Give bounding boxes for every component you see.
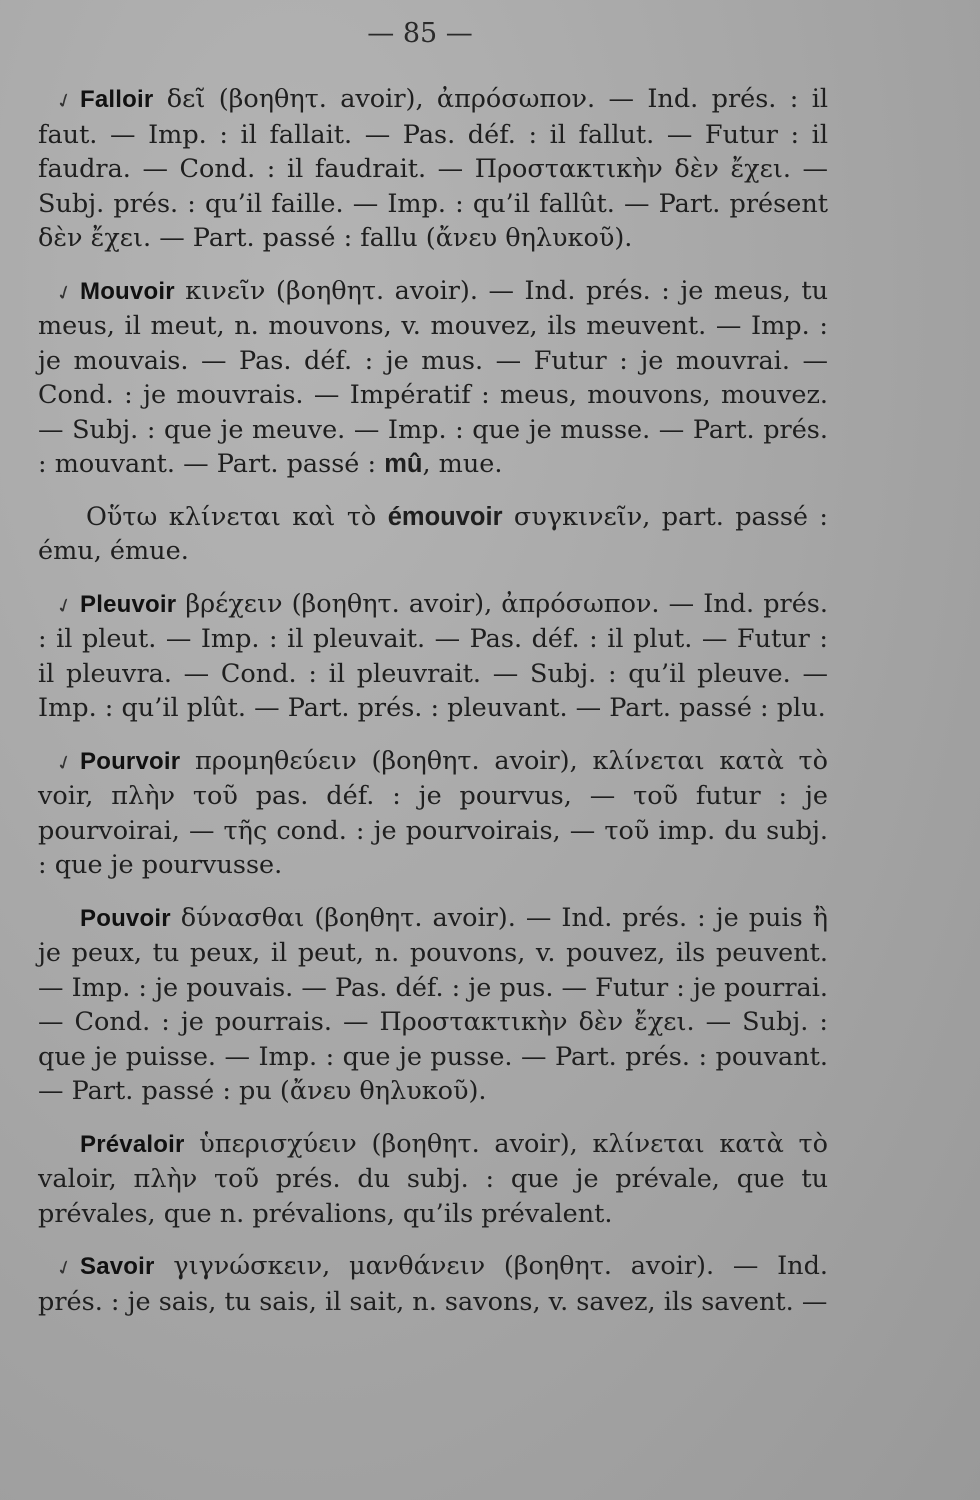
entry-pourvoir [38,744,828,883]
entry-prevaloir [38,1127,828,1232]
entry-text: δεῖ (βοηθητ. avoir), ἀπρόσωπον. — Ind. prés. : il faut. — Imp. : il fallait. — Pas. déf. : il fallut. — Futur : il faudra. — Cond. : il faudrait. — Προστακτικὴν δὲν ἔχει. — Subj. prés. : qu’il faille. — Imp. : qu’il fallût. — Part. présent δὲν ἔχει. — Part. passé : fallu (ἄνευ θηλυκοῦ). [38,84,829,253]
check-mark-icon: ✓ [52,747,77,777]
entry-text: κινεῖν (βοηθητ. avoir). — Ind. prés. : je meus, tu meus, il meut, n. mouvons, v. mouvez, ils meuvent. — Imp. : je mouvais. — Pas. déf. : je mus. — Futur : je mouvrai. — Cond. : je mouvrais. — Impératif : meus, mouvons, mouvez. — Subj. : que je meuve. — Imp. : que je musse. — Part. prés. : mouvant. — Part. passé : [38,275,828,479]
check-mark-icon: ✓ [52,590,77,620]
entry-mouvoir [38,274,828,482]
headword-falloir: Falloir [80,86,154,113]
entry-falloir [38,82,828,256]
entry-text: γιγνώσκειν, μανθάνειν (βοηθητ. avoir). — Ind. prés. : je sais, tu sais, il sait, n. savons, v. savez, ils savent. — [38,1251,828,1317]
check-mark-icon: ✓ [52,86,77,115]
entry-text: προμηθεύειν (βοηθητ. avoir), κλίνεται κατὰ τὸ voir, πλὴν τοῦ pas. déf. : je pourvus, — τοῦ futur : je pourvoirai, — τῆς cond. : je pourvoirais, — τοῦ imp. du subj. : que je pourvusse. [38,745,828,880]
headword-emouvoir: émouvoir [387,502,503,531]
entry-pouvoir [38,901,828,1109]
headword-pourvoir: Pourvoir [80,747,181,775]
entry-text: δύνασθαι (βοηθητ. avoir). — Ind. prés. : je puis ἢ je peux, tu peux, il peut, n. pouvons, v. pouvez, ils peuvent. — Imp. : je pouvais. — Pas. déf. : je pus. — Futur : je pourrai. — Cond. : je pourrais. — Προστακτικὴν δὲν ἔχει. — Subj. : que je puisse. — Imp. : que je pusse. — Part. prés. : pouvant. — Part. passé : pu (ἄνευ θηλυκοῦ). [38,902,828,1106]
bold-form: mû [384,450,423,478]
headword-mouvoir: Mouvoir [80,277,175,305]
headword-savoir: Savoir [80,1253,155,1280]
entry-text: βρέχειν (βοηθητ. avoir), ἀπρόσωπον. — Ind. prés. : il pleut. — Imp. : il pleuvait. — Pas. déf. : il plut. — Futur : il pleuvra. — Cond. : il pleuvrait. — Subj. : qu’il pleuve. — Imp. : qu’il plût. — Part. prés. : pleuvant. — Part. passé : plu. [38,588,829,723]
entry-text-tail: συγκινεῖν, part. passé : ému, émue. [38,501,829,566]
page-body [38,82,828,1337]
headword-prevaloir: Prévaloir [80,1130,185,1158]
headword-pleuvoir: Pleuvoir [80,590,177,618]
page-number: — 85 — [367,18,473,49]
check-mark-icon: ✓ [52,277,77,307]
entry-text: Οὕτω κλίνεται καὶ τὸ [86,501,377,532]
headword-pouvoir: Pouvoir [80,904,171,932]
entry-text: ὑπερισχύειν (βοηθητ. avoir), κλίνεται κατὰ τὸ valoir, πλὴν τοῦ prés. du subj. : que je prévale, que tu prévales, que n. prévalions, qu’ils prévalent. [38,1128,829,1229]
entry-savoir [38,1249,828,1319]
entry-emouvoir-note [38,500,828,569]
entry-text-tail: , mue. [422,449,503,479]
entry-pleuvoir [38,587,828,726]
check-mark-icon: ✓ [52,1253,77,1282]
